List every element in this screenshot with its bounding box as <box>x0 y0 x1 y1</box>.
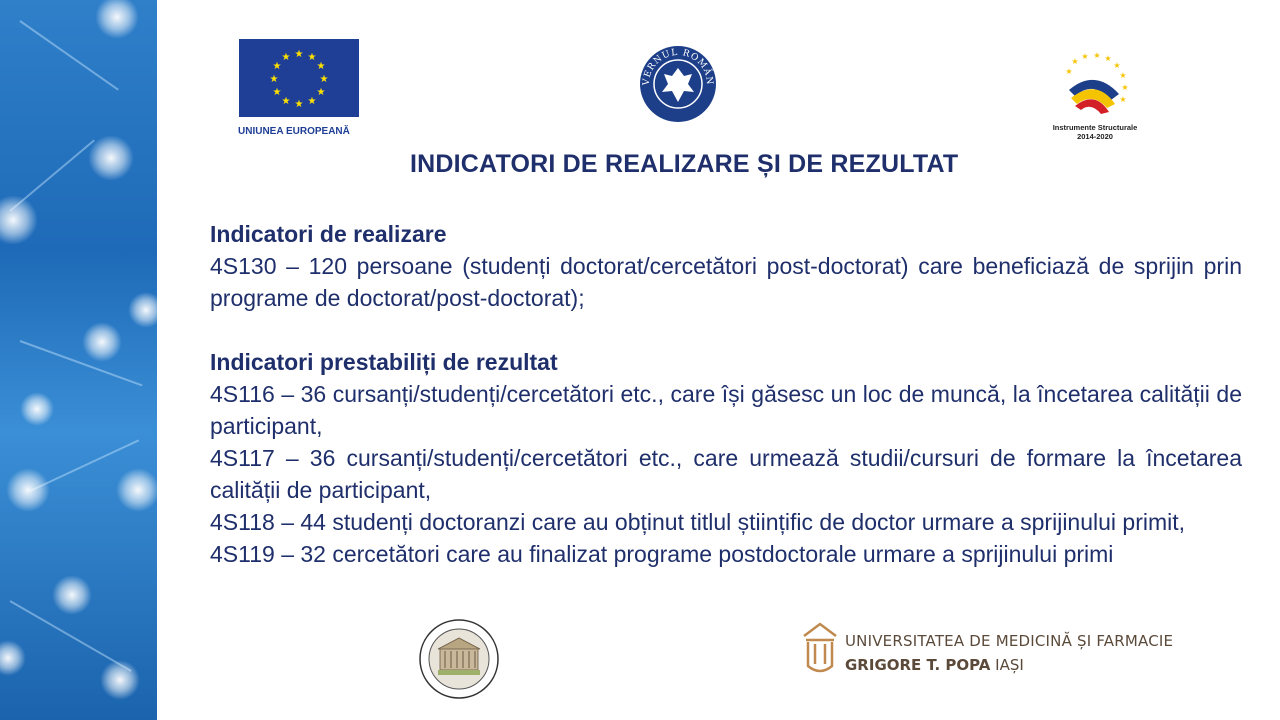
indicator-item: 4S130 – 120 persoane (studenți doctorat/cercetători post-doctorat) care beneficiază de sprijin prin programe de doctorat/post-doctorat); <box>210 253 1242 311</box>
eu-logo <box>238 38 360 138</box>
network-node <box>95 0 139 39</box>
svg-text:★: ★ <box>1065 67 1073 76</box>
svg-text:★: ★ <box>269 74 279 85</box>
eu-caption: UNIUNEA EUROPEANĂ <box>238 126 350 137</box>
government-seal-text-layer <box>638 44 718 124</box>
network-node <box>20 392 54 426</box>
svg-text:★: ★ <box>1081 52 1089 61</box>
umf-column-icon <box>802 622 838 676</box>
umf-name-bold: GRIGORE T. POPA <box>845 656 991 674</box>
indicator-item: 4S116 – 36 cursanți/studenți/cercetători etc., care își găsesc un loc de muncă, la încetarea calității de participant, <box>210 381 1242 439</box>
svg-text:★: ★ <box>1121 83 1129 92</box>
indicators-content <box>210 218 1242 570</box>
indicator-item: 4S118 – 44 studenți doctoranzi care au obținut titlul științific de doctor urmare a sprijinului primit, <box>210 509 1186 535</box>
umf-name-city: IAȘI <box>990 656 1024 674</box>
university-seal-logo <box>418 618 500 700</box>
network-node <box>116 468 157 512</box>
decorative-network-sidebar <box>0 0 157 720</box>
svg-text:★: ★ <box>272 87 282 98</box>
realization-indicators-heading: Indicatori de realizare <box>210 221 447 247</box>
indicator-item: 4S119 – 32 cercetători care au finalizat programe postdoctorale urmare a sprijinului primi <box>210 541 1114 567</box>
svg-text:★: ★ <box>272 61 282 72</box>
network-node <box>88 135 134 181</box>
svg-text:★: ★ <box>1113 61 1121 70</box>
svg-text:★: ★ <box>1119 71 1127 80</box>
svg-text:★: ★ <box>294 99 304 110</box>
svg-text:★: ★ <box>319 74 329 85</box>
umf-name-line1: UNIVERSITATEA DE MEDICINĂ ȘI FARMACIE <box>845 632 1174 650</box>
network-node <box>128 292 157 328</box>
svg-text:★: ★ <box>1104 54 1112 63</box>
structural-instruments-icon <box>1045 50 1145 118</box>
umf-emblem <box>802 622 838 676</box>
svg-text:GUVERNUL ROMÂNIEI <box>638 44 715 87</box>
svg-text:★: ★ <box>281 52 291 63</box>
eu-flag-icon <box>238 38 360 118</box>
svg-text:★: ★ <box>294 49 304 60</box>
network-line <box>20 340 143 386</box>
svg-text:★: ★ <box>1119 95 1127 104</box>
structural-instruments-years: 2014-2020 <box>1077 132 1113 141</box>
network-node <box>0 195 38 245</box>
network-node <box>6 468 50 512</box>
result-indicators-heading: Indicatori prestabiliți de rezultat <box>210 349 558 375</box>
structural-instruments-caption: Instrumente Structurale <box>1052 123 1138 132</box>
umf-name <box>845 632 1173 674</box>
umf-name-line2 <box>845 656 1173 674</box>
structural-instruments-logo <box>1045 50 1145 145</box>
svg-text:★: ★ <box>316 87 326 98</box>
network-node <box>82 322 122 362</box>
svg-text:★: ★ <box>316 61 326 72</box>
government-text: VERNUL ROMÂN <box>641 47 715 86</box>
indicator-item: 4S117 – 36 cursanți/studenți/cercetători etc., care urmează studii/cursuri de formare la încetarea calității de participant, <box>210 445 1242 503</box>
svg-text:★: ★ <box>281 96 291 107</box>
university-seal-icon <box>418 618 500 700</box>
page-title: INDICATORI DE REALIZARE ȘI DE REZULTAT <box>410 150 959 178</box>
network-node <box>0 640 26 676</box>
network-node <box>52 575 92 615</box>
network-node <box>100 660 140 700</box>
svg-text:★: ★ <box>1071 57 1079 66</box>
svg-text:★: ★ <box>307 52 317 63</box>
svg-text:★: ★ <box>307 96 317 107</box>
svg-text:★: ★ <box>1093 51 1101 60</box>
government-logo <box>638 44 718 124</box>
